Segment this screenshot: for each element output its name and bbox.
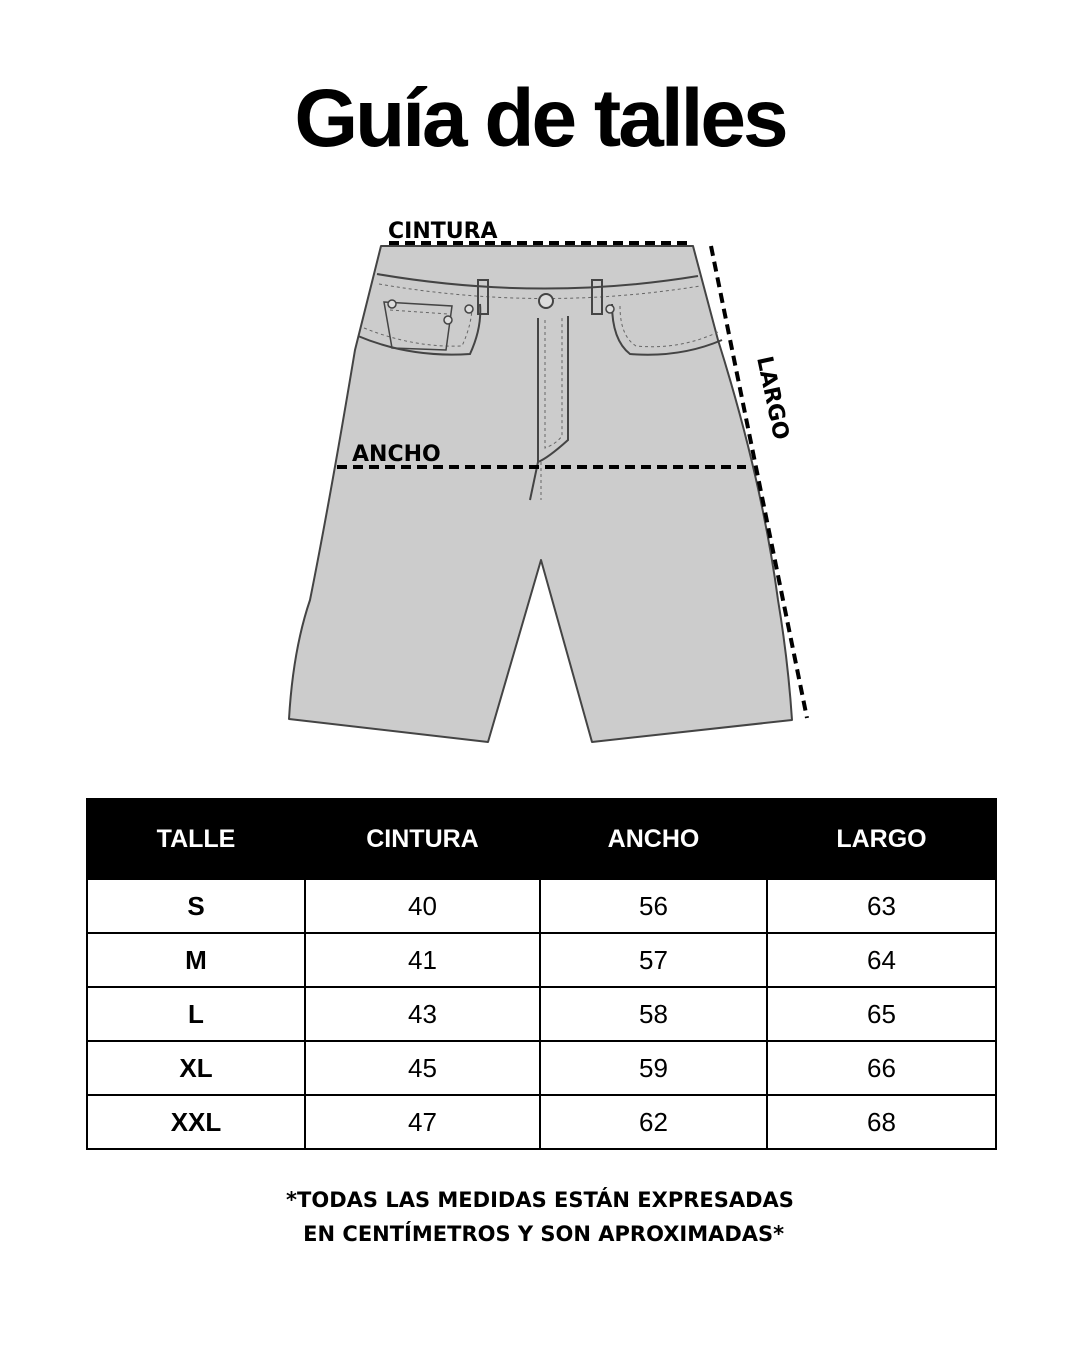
shorts-diagram	[0, 200, 1080, 760]
waist-cell: 45	[305, 1041, 540, 1095]
length-label: LARGO	[751, 354, 794, 443]
width-cell: 59	[540, 1041, 767, 1095]
table-row	[87, 1095, 996, 1149]
width-cell: 58	[540, 987, 767, 1041]
table-row	[87, 879, 996, 933]
waist-cell: 43	[305, 987, 540, 1041]
waist-label: CINTURA	[388, 219, 498, 244]
waist-cell: 47	[305, 1095, 540, 1149]
width-cell: 56	[540, 879, 767, 933]
width-cell: 57	[540, 933, 767, 987]
width-cell: 62	[540, 1095, 767, 1149]
header-largo: LARGO	[767, 799, 996, 879]
length-cell: 63	[767, 879, 996, 933]
page-title: Guía de talles	[294, 73, 786, 164]
measurement-note	[0, 1183, 1080, 1251]
note-line-1: *TODAS LAS MEDIDAS ESTÁN EXPRESADAS	[286, 1188, 794, 1212]
length-cell: 66	[767, 1041, 996, 1095]
table-header-row	[87, 799, 996, 879]
size-cell: M	[87, 933, 305, 987]
button-icon	[539, 294, 553, 308]
length-cell: 64	[767, 933, 996, 987]
size-cell: XL	[87, 1041, 305, 1095]
waist-cell: 41	[305, 933, 540, 987]
size-cell: L	[87, 987, 305, 1041]
header-talle: TALLE	[87, 799, 305, 879]
size-table	[86, 798, 997, 1150]
table-row	[87, 1041, 996, 1095]
length-cell: 65	[767, 987, 996, 1041]
header-ancho: ANCHO	[540, 799, 767, 879]
note-line-2: EN CENTÍMETROS Y SON APROXIMADAS*	[295, 1222, 785, 1246]
size-cell: XXL	[87, 1095, 305, 1149]
shorts-illustration	[0, 200, 1080, 760]
length-cell: 68	[767, 1095, 996, 1149]
size-cell: S	[87, 879, 305, 933]
table-row	[87, 933, 996, 987]
header-cintura: CINTURA	[305, 799, 540, 879]
waist-cell: 40	[305, 879, 540, 933]
width-label: ANCHO	[352, 442, 441, 467]
table-row	[87, 987, 996, 1041]
